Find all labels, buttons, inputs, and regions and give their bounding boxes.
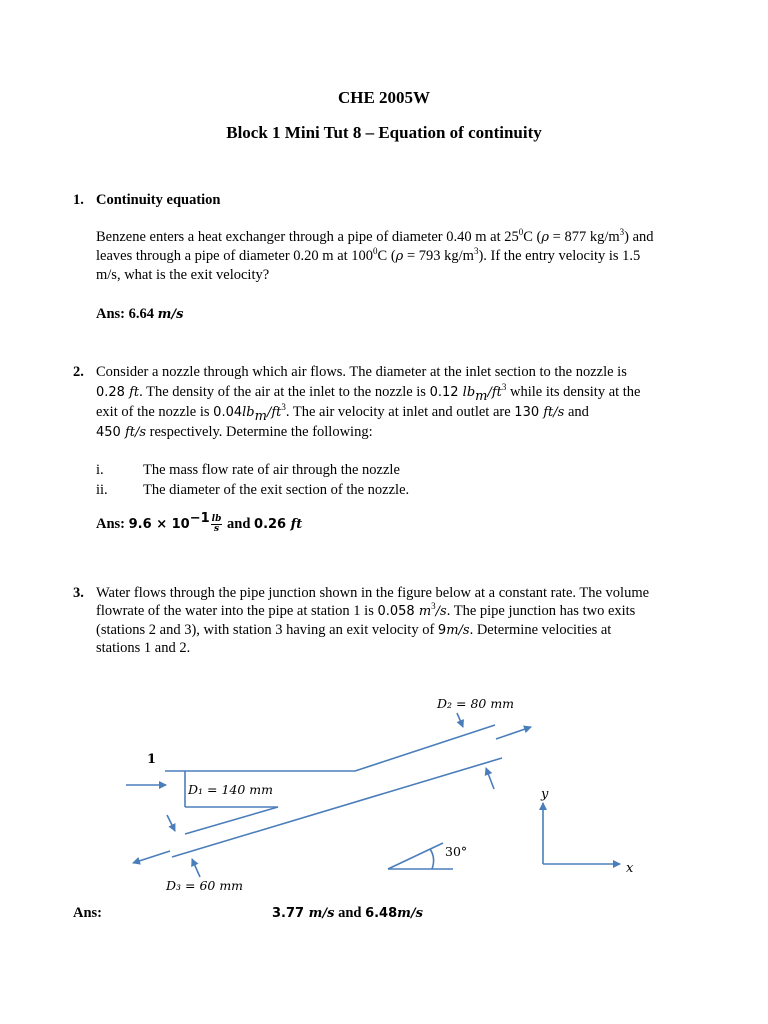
q2-line-1: Consider a nozzle through which air flows. The diameter at the inlet section to the nozzle is <box>96 364 627 380</box>
station-1-label: 1 <box>147 752 157 767</box>
d2-lower-pointer-arrow <box>486 768 494 789</box>
q2-line-3: exit of the nozzle is $0.04lb_m/ft^3$. The air velocity at inlet and outlet are 130 ft/s and <box>96 402 589 424</box>
x-axis-label: x <box>626 861 634 876</box>
q1-line-1: Benzene enters a heat exchanger through a pipe of diameter 0.40 m at $25^0C$ (ρ = 877 $kg/m^3$) and <box>96 227 654 245</box>
q2-line-2: 0.28 ft. The density of the air at the inlet to the nozzle is 0.12 $lb_m/ft^3$ while its density at the <box>96 382 641 404</box>
pipe-branch-upper-wall <box>355 725 495 771</box>
d1-label: D₁ = 140 mm <box>188 782 273 797</box>
course-code: CHE 2005W <box>337 88 431 107</box>
q2-line-4: 450 ft/s respectively. Determine the following: <box>96 424 373 440</box>
exit-2-flow-arrow <box>496 727 531 739</box>
q1-number: 1. <box>73 192 84 208</box>
q3-number: 3. <box>73 585 84 601</box>
d2-pointer-arrow <box>457 713 463 727</box>
q2-item-num: ii. <box>96 482 108 498</box>
q1-answer: Ans: 6.64 m/s <box>96 306 184 322</box>
q2-item-num: i. <box>96 462 104 478</box>
d1-pointer-arrow <box>167 815 175 831</box>
q1-line-3: m/s, what is the exit velocity? <box>96 267 270 283</box>
q3-line-2: flowrate of the water into the pipe at station 1 is 0.058 $m^3/s$. The pipe junction has two exits <box>96 601 636 619</box>
y-axis-label: y <box>541 787 549 802</box>
pipe-junction-figure <box>0 680 768 900</box>
angle-arc <box>430 849 434 869</box>
q3-answer: 3.77 m/s and 6.48m/s <box>272 905 423 921</box>
q2-answer: Ans: $9.6 \times 10^{-1}$ $\frac{lb}{s}$ and 0.26 ft <box>96 511 303 535</box>
exit-3-flow-arrow <box>133 851 170 863</box>
q3-line-3: (stations 2 and 3), with station 3 having an exit velocity of 9m/s. Determine velocities at <box>96 622 612 638</box>
q3-answer-label: Ans: <box>73 905 103 921</box>
q2-item-text: The mass flow rate of air through the nozzle <box>143 462 400 478</box>
q1-heading: Continuity equation <box>96 192 221 208</box>
q3-line-1: Water flows through the pipe junction shown in the figure below at a constant rate. The volume <box>96 585 650 601</box>
angle-label: 30° <box>445 844 468 859</box>
d3-pointer-arrow <box>192 859 200 877</box>
q2-number: 2. <box>73 364 84 380</box>
angle-incline-line <box>388 843 443 869</box>
q1-line-2: leaves through a pipe of diameter 0.20 m at $100^0C$ (ρ = 793 $kg/m^3$). If the entry velocity is 1.5 <box>96 246 641 264</box>
q3-line-4: stations 1 and 2. <box>96 640 191 656</box>
q2-item-text: The diameter of the exit section of the nozzle. <box>143 482 410 498</box>
d2-label: D₂ = 80 mm <box>437 696 515 711</box>
page-title: Block 1 Mini Tut 8 – Equation of continuity <box>226 123 542 142</box>
d3-label: D₃ = 60 mm <box>166 878 244 893</box>
